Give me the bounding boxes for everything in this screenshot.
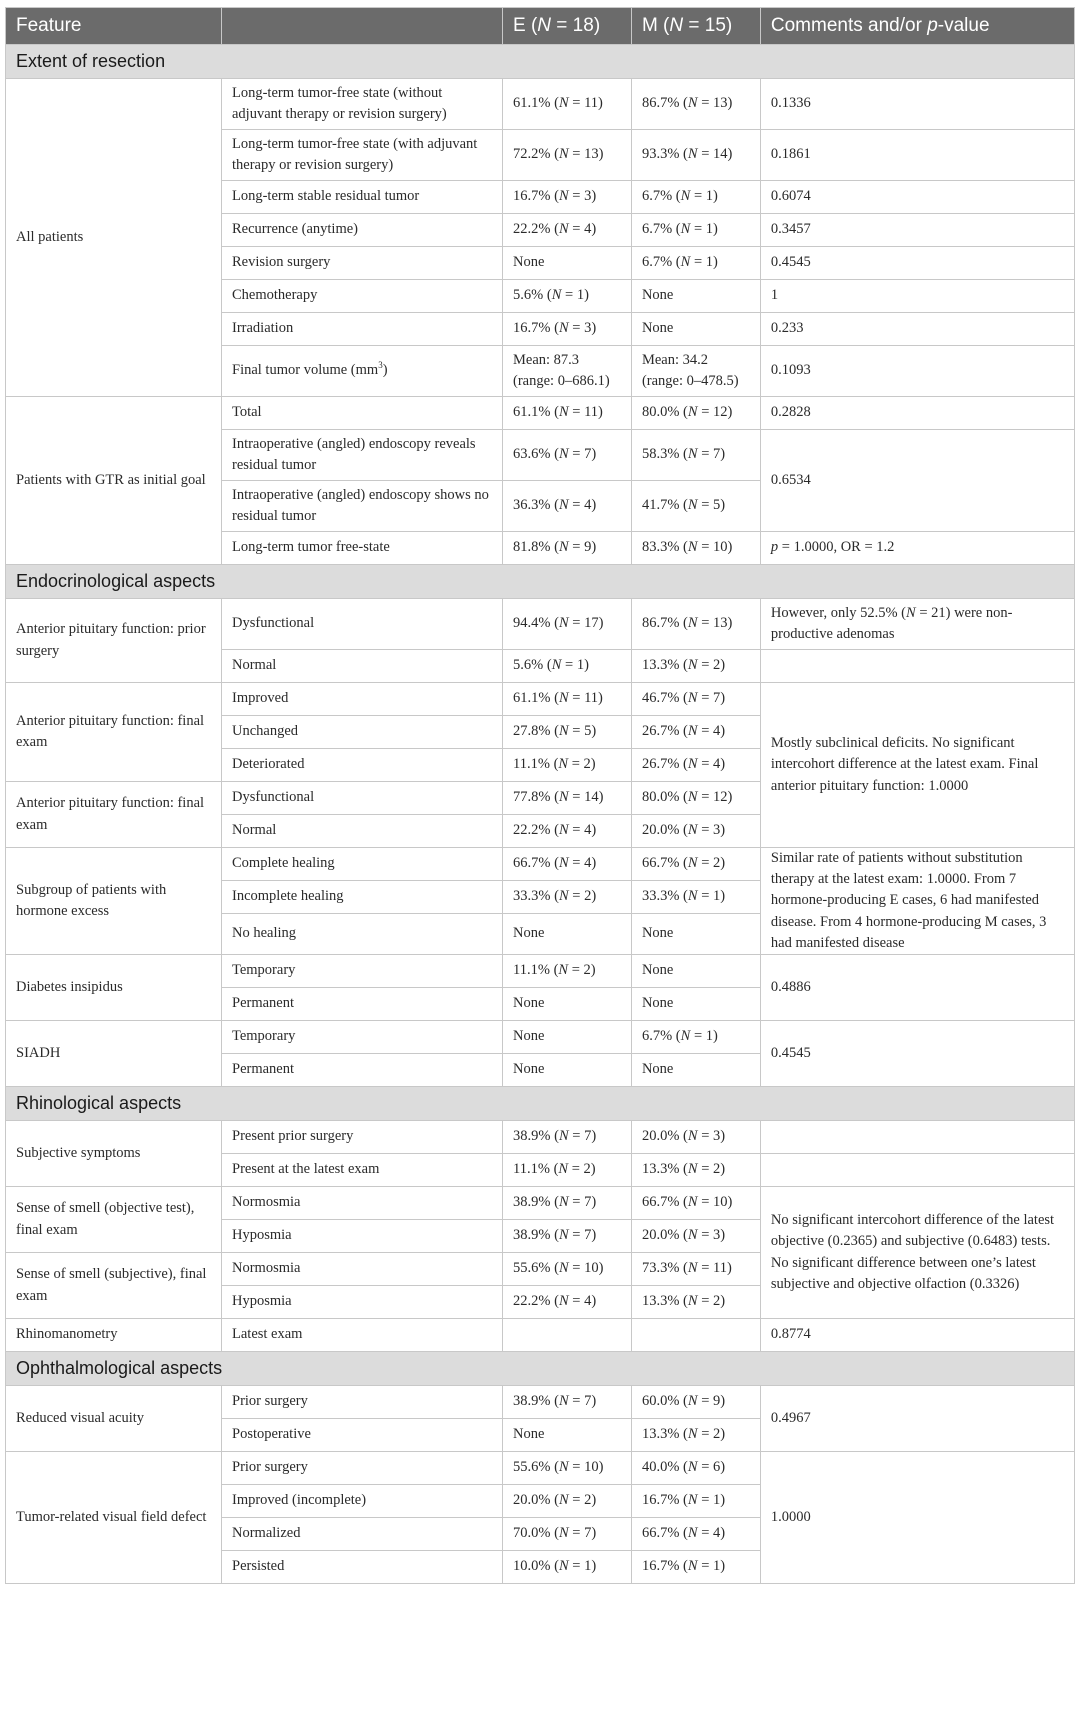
cell-comment: Mostly subclinical deficits. No significant intercohort difference at the latest exam. Final anterior pituitary function: 1.0000 [760,683,1074,848]
cell-m: 13.3% (N = 2) [631,1286,760,1319]
cell-feature: Normal [222,815,503,848]
table-row [6,1452,1075,1485]
cell-e: 16.7% (N = 3) [503,313,632,346]
cell-comment: 0.4967 [760,1386,1074,1452]
cell-feature: Long-term tumor free-state [222,532,503,565]
cell-m: 86.7% (N = 13) [631,599,760,650]
cell-comment: 1.0000 [760,1452,1074,1584]
group-all-patients: All patients [6,79,222,397]
cell-m: None [631,955,760,988]
cell-e: 5.6% (N = 1) [503,280,632,313]
cell-e: 70.0% (N = 7) [503,1518,632,1551]
cell-m: 6.7% (N = 1) [631,1021,760,1054]
cell-m: 73.3% (N = 11) [631,1253,760,1286]
cell-m: 33.3% (N = 1) [631,881,760,914]
section-row [6,1352,1075,1386]
cell-m: 20.0% (N = 3) [631,1121,760,1154]
cell-comment: 0.8774 [760,1319,1074,1352]
table-row [6,848,1075,881]
cell-comment: 0.1093 [760,346,1074,397]
cell-feature: Normosmia [222,1187,503,1220]
cell-feature: Normal [222,650,503,683]
cell-feature: Normalized [222,1518,503,1551]
cell-m: 46.7% (N = 7) [631,683,760,716]
cell-feature: Permanent [222,988,503,1021]
cell-e: 11.1% (N = 2) [503,955,632,988]
cell-feature: Final tumor volume $(mm^3)$ [222,346,503,397]
cell-e: 81.8% (N = 9) [503,532,632,565]
cell-e: 22.2% (N = 4) [503,1286,632,1319]
cell-feature: Temporary [222,955,503,988]
cell-e: 55.6% (N = 10) [503,1253,632,1286]
cell-comment: 1 [760,280,1074,313]
cell-e: 55.6% (N = 10) [503,1452,632,1485]
cell-m: 58.3% (N = 7) [631,430,760,481]
cell-m: 40.0% (N = 6) [631,1452,760,1485]
section-row [6,1087,1075,1121]
cell-m: None [631,1054,760,1087]
cell-e: None [503,1419,632,1452]
results-table [5,7,1075,1584]
cell-e: 94.4% (N = 17) [503,599,632,650]
group-apf-final-exam-status: Anterior pituitary function: final exam [6,782,222,848]
cell-comment: Similar rate of patients without substitution therapy at the latest exam: 1.0000. From 7 hormone-producing E cases, 6 had manifested disease. From 4 hormone-producing M cases, 3 had manifested disease [760,848,1074,955]
cell-e: 61.1% (N = 11) [503,683,632,716]
cell-m: 60.0% (N = 9) [631,1386,760,1419]
group-hormone-excess: Subgroup of patients with hormone excess [6,848,222,955]
cell-e: 38.9% (N = 7) [503,1220,632,1253]
cell-comment: 0.4545 [760,247,1074,280]
section-row [6,565,1075,599]
table-row [6,397,1075,430]
header-feature: Feature [6,8,222,45]
cell-m: 26.7% (N = 4) [631,716,760,749]
section-endocrinological-aspects: Endocrinological aspects [6,565,1075,599]
group-reduced-visual-acuity: Reduced visual acuity [6,1386,222,1452]
section-ophthalmological-aspects: Ophthalmological aspects [6,1352,1075,1386]
cell-comment: However, only 52.5% (N = 21) were non-productive adenomas [760,599,1074,650]
cell-e: None [503,1054,632,1087]
cell-m: 16.7% (N = 1) [631,1551,760,1584]
cell-m: 13.3% (N = 2) [631,1419,760,1452]
cell-m: 86.7% (N = 13) [631,79,760,130]
cell-feature: Total [222,397,503,430]
table-row [6,1121,1075,1154]
cell-feature: Prior surgery [222,1452,503,1485]
cell-feature: Dysfunctional [222,599,503,650]
cell-m: 66.7% (N = 10) [631,1187,760,1220]
section-row [6,45,1075,79]
cell-feature: Deteriorated [222,749,503,782]
cell-m: None [631,280,760,313]
cell-m: 83.3% (N = 10) [631,532,760,565]
group-apf-prior-surgery: Anterior pituitary function: prior surgery [6,599,222,683]
cell-feature: Recurrence (anytime) [222,214,503,247]
table-row [6,955,1075,988]
cell-e: 22.2% (N = 4) [503,214,632,247]
cell-e: 5.6% (N = 1) [503,650,632,683]
cell-feature: Dysfunctional [222,782,503,815]
table-row [6,1021,1075,1054]
cell-e: 38.9% (N = 7) [503,1121,632,1154]
cell-e: 66.7% (N = 4) [503,848,632,881]
cell-e: 72.2% (N = 13) [503,130,632,181]
cell-feature: Chemotherapy [222,280,503,313]
cell-e: None [503,247,632,280]
cell-e: 11.1% (N = 2) [503,1154,632,1187]
cell-comment: No significant intercohort difference of the latest objective (0.2365) and subjective (0.6483) tests. No significant difference between one’s latest subjective and objective olfaction (0.3326) [760,1187,1074,1319]
cell-m: 16.7% (N = 1) [631,1485,760,1518]
group-visual-field-defect: Tumor-related visual field defect [6,1452,222,1584]
cell-e: None [503,988,632,1021]
cell-feature: Improved [222,683,503,716]
cell-feature: Irradiation [222,313,503,346]
cell-comment: p = 1.0000, OR = 1.2 [760,532,1074,565]
cell-e [503,1319,632,1352]
cell-m: 20.0% (N = 3) [631,1220,760,1253]
cell-feature: Temporary [222,1021,503,1054]
cell-m: 6.7% (N = 1) [631,181,760,214]
cell-feature: Incomplete healing [222,881,503,914]
cell-feature: Hyposmia [222,1286,503,1319]
cell-m: 41.7% (N = 5) [631,481,760,532]
cell-m: None [631,313,760,346]
cell-comment: 0.233 [760,313,1074,346]
cell-comment: 0.3457 [760,214,1074,247]
cell-e: 10.0% (N = 1) [503,1551,632,1584]
cell-feature: Present prior surgery [222,1121,503,1154]
cell-comment: 0.4545 [760,1021,1074,1087]
table-row [6,79,1075,130]
cell-comment: 0.2828 [760,397,1074,430]
cell-m: None [631,914,760,955]
cell-m: None [631,988,760,1021]
header-m: M (N = 15) [631,8,760,45]
cell-comment: 0.6074 [760,181,1074,214]
cell-m: 20.0% (N = 3) [631,815,760,848]
group-subjective-symptoms: Subjective symptoms [6,1121,222,1187]
cell-e: 38.9% (N = 7) [503,1187,632,1220]
cell-e: 38.9% (N = 7) [503,1386,632,1419]
cell-e: 27.8% (N = 5) [503,716,632,749]
cell-e: None [503,914,632,955]
group-siadh: SIADH [6,1021,222,1087]
cell-m: 80.0% (N = 12) [631,782,760,815]
group-diabetes-insipidus: Diabetes insipidus [6,955,222,1021]
cell-e: 16.7% (N = 3) [503,181,632,214]
section-extent-of-resection: Extent of resection [6,45,1075,79]
cell-feature: No healing [222,914,503,955]
cell-feature: Intraoperative (angled) endoscopy shows no residual tumor [222,481,503,532]
cell-feature: Hyposmia [222,1220,503,1253]
cell-comment: 0.6534 [760,430,1074,532]
cell-feature: Present at the latest exam [222,1154,503,1187]
cell-m: Mean: 34.2 (range: 0–478.5) [631,346,760,397]
cell-feature: Normosmia [222,1253,503,1286]
group-smell-objective: Sense of smell (objective test), final exam [6,1187,222,1253]
group-apf-final-exam-change: Anterior pituitary function: final exam [6,683,222,782]
table-row [6,1319,1075,1352]
cell-e: None [503,1021,632,1054]
cell-e: 63.6% (N = 7) [503,430,632,481]
cell-comment: 0.1336 [760,79,1074,130]
section-rhinological-aspects: Rhinological aspects [6,1087,1075,1121]
cell-e: 20.0% (N = 2) [503,1485,632,1518]
cell-feature: Permanent [222,1054,503,1087]
cell-m: 93.3% (N = 14) [631,130,760,181]
cell-feature: Unchanged [222,716,503,749]
cell-e: 11.1% (N = 2) [503,749,632,782]
cell-m: 13.3% (N = 2) [631,650,760,683]
cell-e: 61.1% (N = 11) [503,79,632,130]
group-gtr-initial-goal: Patients with GTR as initial goal [6,397,222,565]
table-row [6,1386,1075,1419]
cell-feature: Persisted [222,1551,503,1584]
cell-e: 61.1% (N = 11) [503,397,632,430]
cell-feature: Long-term tumor-free state (with adjuvant therapy or revision surgery) [222,130,503,181]
cell-feature: Complete healing [222,848,503,881]
group-smell-subjective: Sense of smell (subjective), final exam [6,1253,222,1319]
cell-comment [760,1154,1074,1187]
cell-m [631,1319,760,1352]
cell-comment [760,650,1074,683]
table-row [6,683,1075,716]
cell-comment [760,1121,1074,1154]
cell-e: Mean: 87.3 (range: 0–686.1) [503,346,632,397]
cell-m: 6.7% (N = 1) [631,247,760,280]
cell-comment: 0.1861 [760,130,1074,181]
cell-m: 13.3% (N = 2) [631,1154,760,1187]
cell-feature: Long-term tumor-free state (without adjuvant therapy or revision surgery) [222,79,503,130]
group-rhinomanometry: Rhinomanometry [6,1319,222,1352]
cell-m: 80.0% (N = 12) [631,397,760,430]
cell-m: 66.7% (N = 2) [631,848,760,881]
cell-m: 66.7% (N = 4) [631,1518,760,1551]
cell-e: 22.2% (N = 4) [503,815,632,848]
cell-feature: Long-term stable residual tumor [222,181,503,214]
cell-e: 36.3% (N = 4) [503,481,632,532]
cell-feature: Revision surgery [222,247,503,280]
header-blank [222,8,503,45]
cell-feature: Prior surgery [222,1386,503,1419]
header-e: E (N = 18) [503,8,632,45]
cell-m: 6.7% (N = 1) [631,214,760,247]
header-comments: Comments and/or p-value [760,8,1074,45]
cell-m: 26.7% (N = 4) [631,749,760,782]
cell-feature: Postoperative [222,1419,503,1452]
cell-feature: Latest exam [222,1319,503,1352]
cell-e: 77.8% (N = 14) [503,782,632,815]
cell-feature: Intraoperative (angled) endoscopy reveals residual tumor [222,430,503,481]
table-row [6,599,1075,650]
cell-comment: 0.4886 [760,955,1074,1021]
cell-e: 33.3% (N = 2) [503,881,632,914]
table-header-row [6,8,1075,45]
table-row [6,1187,1075,1220]
cell-feature: Improved (incomplete) [222,1485,503,1518]
